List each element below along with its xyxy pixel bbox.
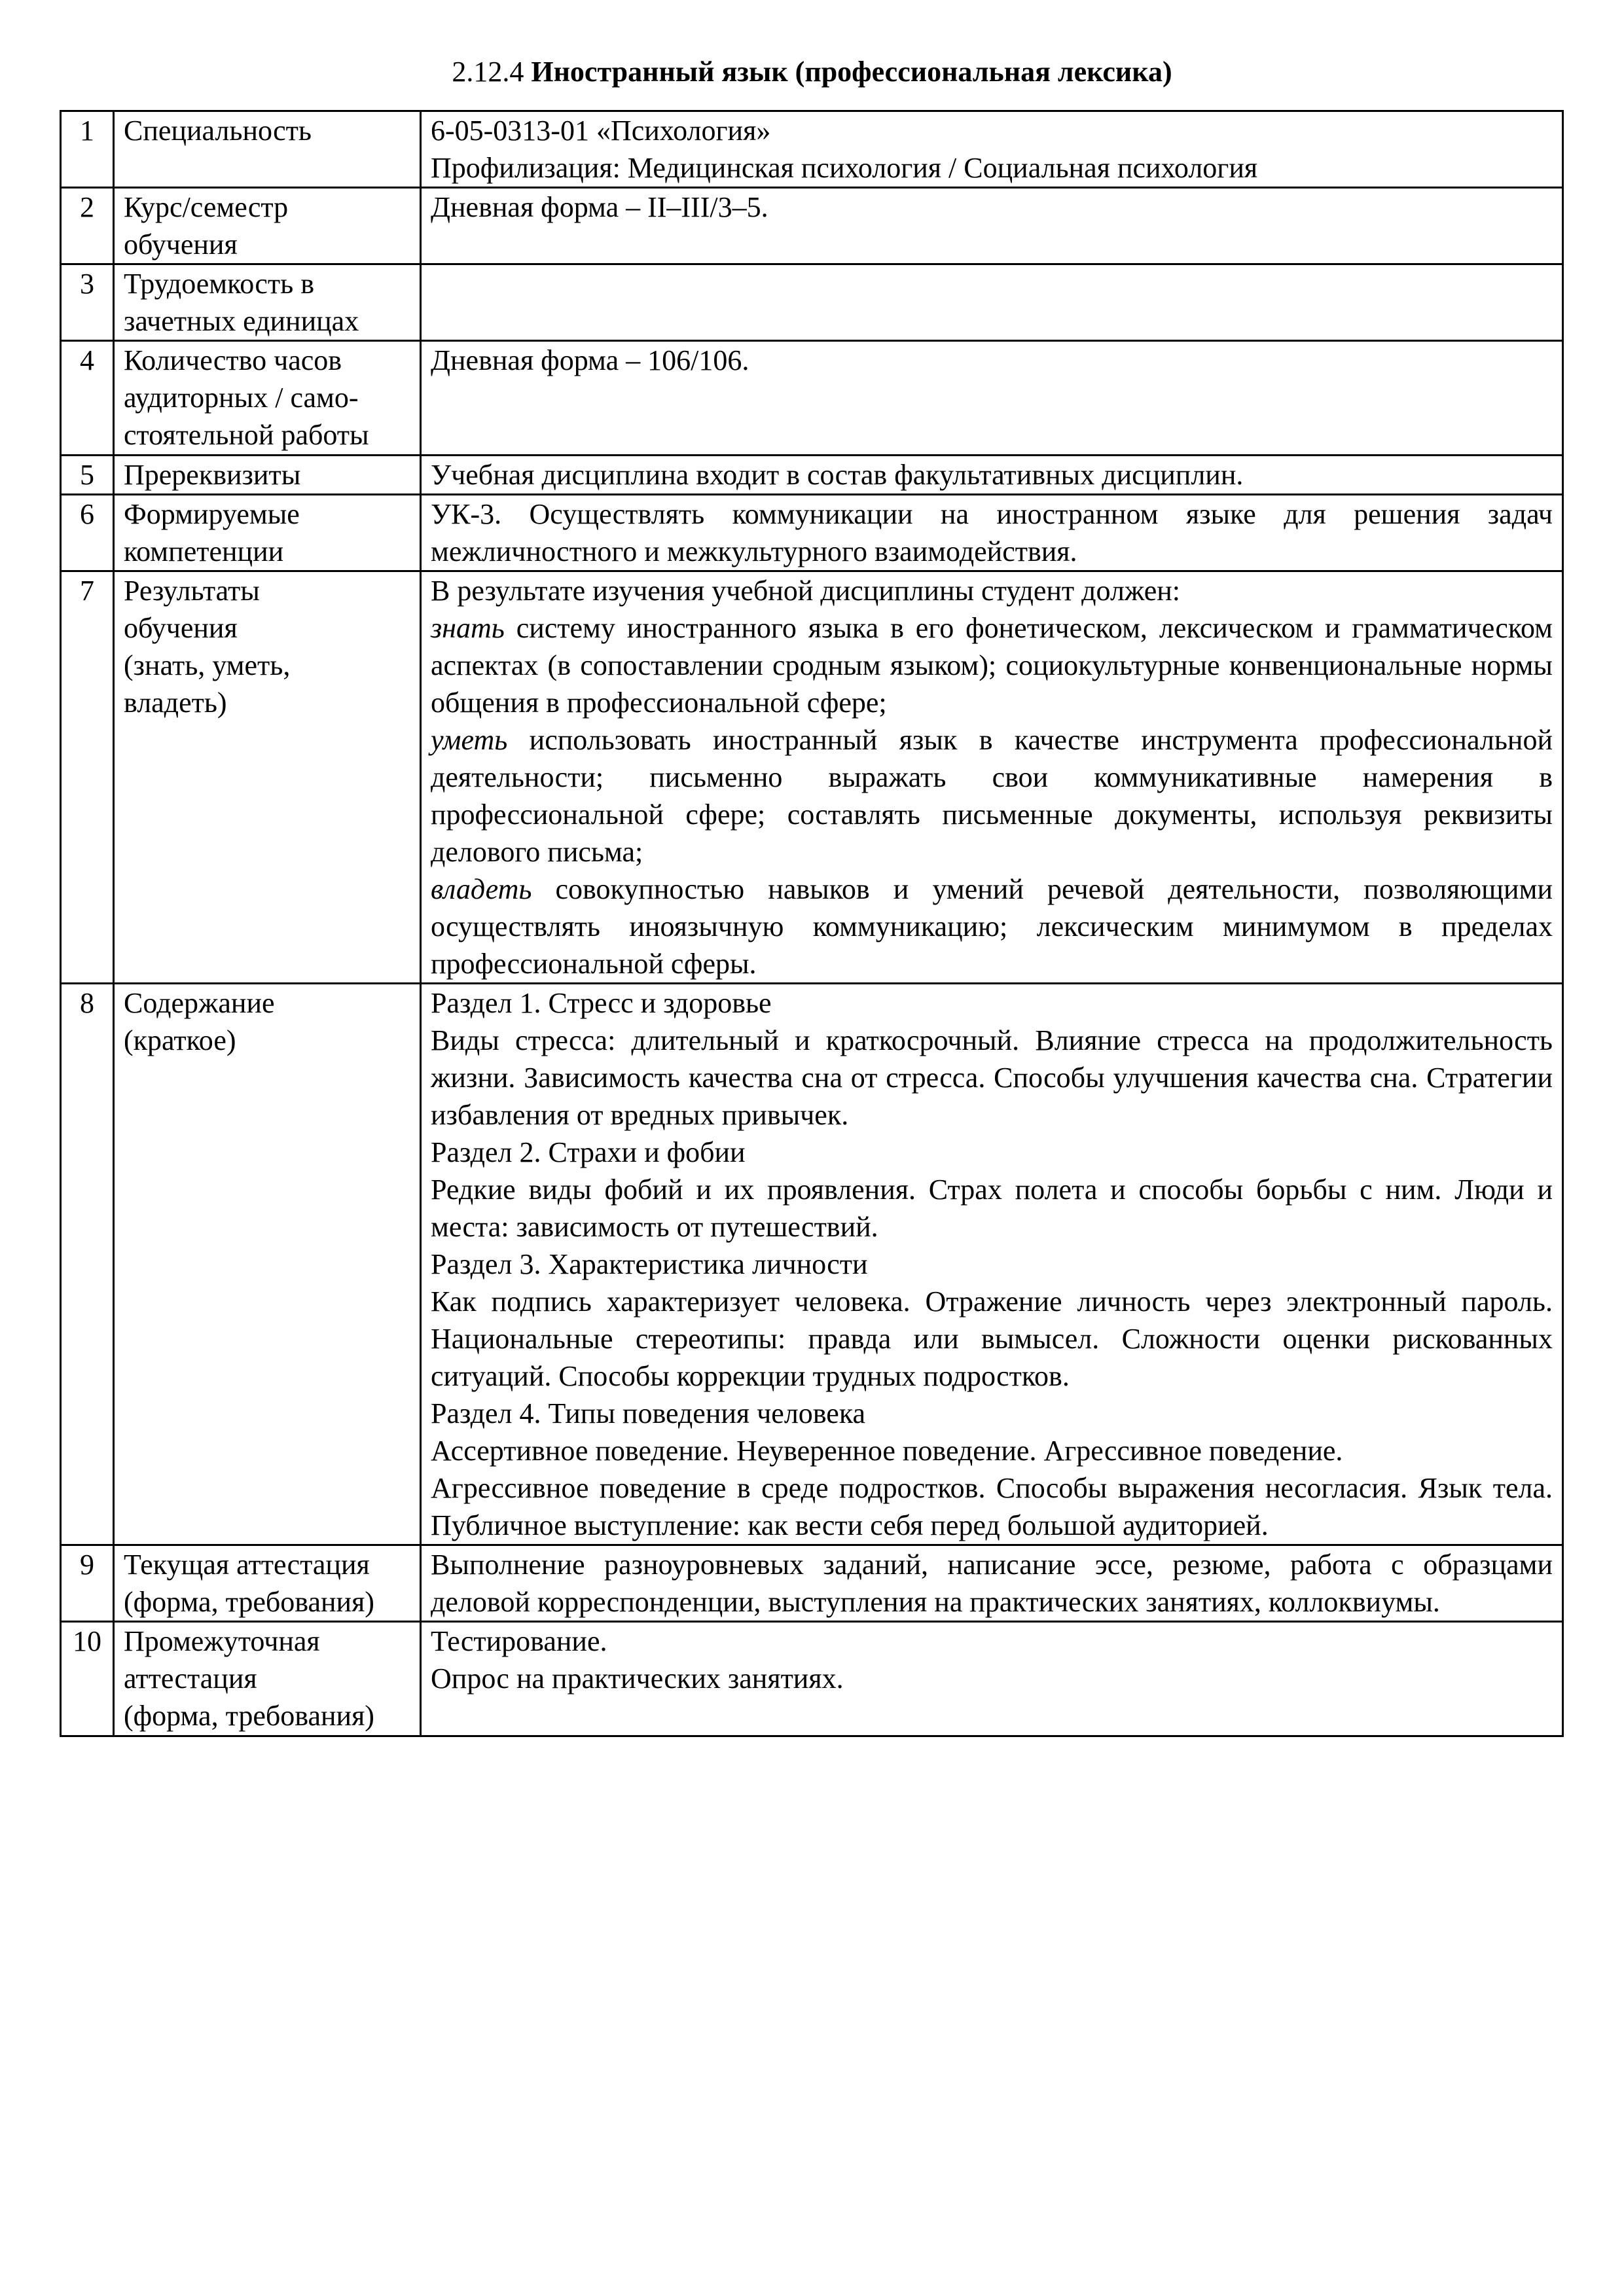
row-number: 7 bbox=[61, 571, 114, 984]
page-title bbox=[0, 54, 1624, 90]
section-text: Как подпись характеризует человека. Отражение личность через электронный пароль. Национальные стереотипы: правда или вымысел. Сложности оценки рискованных ситуаций. Способы коррекции трудных подростков. bbox=[431, 1285, 1553, 1392]
row-number: 3 bbox=[61, 264, 114, 341]
row-value: Дневная форма – 106/106. bbox=[421, 341, 1563, 456]
table-row bbox=[61, 456, 1563, 495]
section-heading: Раздел 3. Характеристика личности bbox=[431, 1248, 868, 1280]
row-value: Выполнение разноуровневых заданий, написание эссе, резюме, работа с образцами деловой корреспонденции, выступления на практических занятиях, коллоквиумы. bbox=[421, 1545, 1563, 1622]
row-value: УК-3. Осуществлять коммуникации на иностранном языке для решения задач межличностного и межкультурного взаимодействия. bbox=[421, 495, 1563, 571]
row-label: Содержание (краткое) bbox=[114, 984, 421, 1545]
row-label: Текущая аттестация (форма, требования) bbox=[114, 1545, 421, 1622]
results-intro: В результате изучения учебной дисциплины студент должен: bbox=[431, 575, 1181, 607]
table-row bbox=[61, 495, 1563, 571]
results-item: владеть совокупностью навыков и умений речевой деятельности, позволяющими осуществлять иноязычную коммуникацию; лексическим минимумом в пределах профессиональной сферы. bbox=[431, 873, 1553, 980]
table-row bbox=[61, 188, 1563, 264]
section-text: Виды стресса: длительный и краткосрочный. Влияние стресса на продолжительность жизни. Зависимость качества сна от стресса. Способы улучшения качества сна. Стратегии избавления от вредных привычек. bbox=[431, 1024, 1553, 1131]
table-row bbox=[61, 264, 1563, 341]
section-heading: Раздел 2. Страхи и фобии bbox=[431, 1136, 746, 1168]
section-text: Редкие виды фобий и их проявления. Страх полета и способы борьбы с ним. Люди и места: зависимость от путешествий. bbox=[431, 1174, 1553, 1243]
results-item: знать систему иностранного языка в его фонетическом, лексическом и грамматическом аспектах (в сопоставлении сродным языком); социокультурные конвенциональные нормы общения в профессиональной сфере; bbox=[431, 612, 1553, 719]
row-number: 6 bbox=[61, 495, 114, 571]
table-row bbox=[61, 1545, 1563, 1622]
row-label: Результаты обучения (знать, уметь, владеть) bbox=[114, 571, 421, 984]
row-number: 4 bbox=[61, 341, 114, 456]
table-row bbox=[61, 984, 1563, 1545]
row-value bbox=[421, 984, 1563, 1545]
row-number: 9 bbox=[61, 1545, 114, 1622]
section-text: Агрессивное поведение в среде подростков. Способы выражения несогласия. Язык тела. Публичное выступление: как вести себя перед большой аудиторией. bbox=[431, 1472, 1553, 1541]
section-text: Ассертивное поведение. Неуверенное поведение. Агрессивное поведение. bbox=[431, 1435, 1343, 1467]
section-heading: Раздел 1. Стресс и здоровье bbox=[431, 987, 772, 1019]
section-heading: Раздел 4. Типы поведения человека bbox=[431, 1397, 866, 1429]
row-label: Пререквизиты bbox=[114, 456, 421, 495]
title-number: 2.12.4 bbox=[452, 56, 524, 88]
results-item: уметь использовать иностранный язык в качестве инструмента профессиональной деятельности; письменно выражать свои коммуникативные намерения в профессиональной сфере; составлять письменные документы, используя реквизиты делового письма; bbox=[431, 724, 1553, 868]
row-label: Промежуточная аттестация (форма, требования) bbox=[114, 1622, 421, 1736]
row-value: 6-05-0313-01 «Психология» Профилизация: Медицинская психология / Социальная психология bbox=[421, 111, 1563, 188]
row-label: Формируемые компетенции bbox=[114, 495, 421, 571]
row-number: 1 bbox=[61, 111, 114, 188]
table-row bbox=[61, 571, 1563, 984]
row-number: 2 bbox=[61, 188, 114, 264]
row-label: Специальность bbox=[114, 111, 421, 188]
row-number: 5 bbox=[61, 456, 114, 495]
row-label: Трудоемкость в зачетных единицах bbox=[114, 264, 421, 341]
table-row bbox=[61, 1622, 1563, 1736]
table-row bbox=[61, 111, 1563, 188]
discipline-table bbox=[60, 110, 1564, 1737]
row-number: 8 bbox=[61, 984, 114, 1545]
row-label: Количество часов аудиторных / само- стоятельной работы bbox=[114, 341, 421, 456]
row-value bbox=[421, 571, 1563, 984]
table-row bbox=[61, 341, 1563, 456]
row-value bbox=[421, 264, 1563, 341]
row-number: 10 bbox=[61, 1622, 114, 1736]
title-text: Иностранный язык (профессиональная лексика) bbox=[531, 56, 1172, 88]
row-label: Курс/семестр обучения bbox=[114, 188, 421, 264]
row-value: Тестирование. Опрос на практических занятиях. bbox=[421, 1622, 1563, 1736]
row-value: Учебная дисциплина входит в состав факультативных дисциплин. bbox=[421, 456, 1563, 495]
row-value: Дневная форма – II–III/3–5. bbox=[421, 188, 1563, 264]
